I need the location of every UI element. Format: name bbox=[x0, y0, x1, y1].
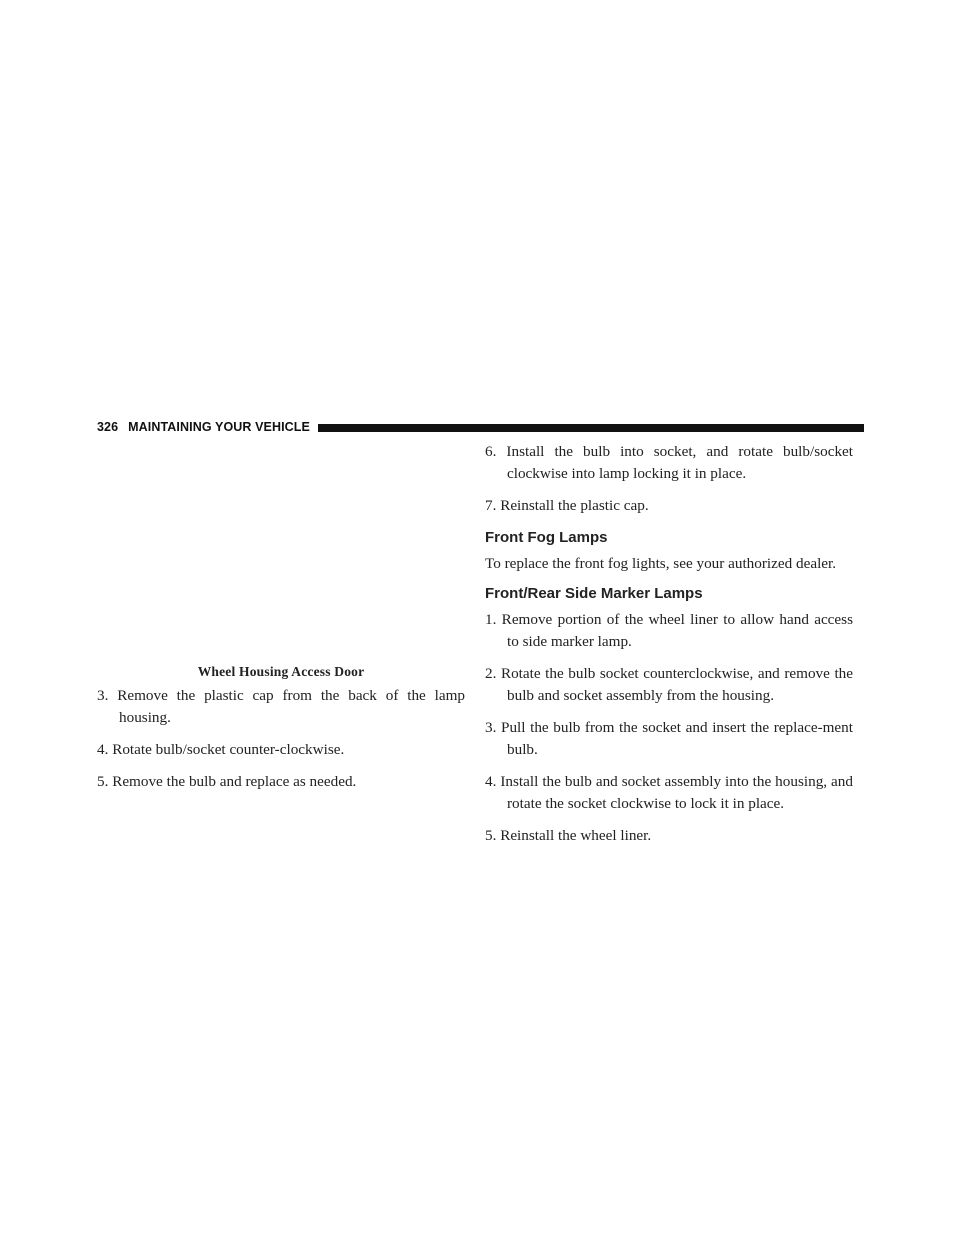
step-item: 1. Remove portion of the wheel liner to allow hand access to side marker lamp. bbox=[485, 611, 853, 650]
step-item: 2. Rotate the bulb socket counterclockwise, and remove the bulb and socket assembly from the housing. bbox=[485, 665, 853, 704]
figure-image-area bbox=[97, 440, 465, 664]
page-number: 326 bbox=[97, 420, 119, 434]
step-item: 6. Install the bulb into socket, and rotate bulb/socket clockwise into lamp locking it in place. bbox=[485, 443, 853, 482]
fog-lamps-paragraph: To replace the front fog lights, see your authorized dealer. bbox=[485, 555, 837, 572]
section-title: MAINTAINING YOUR VEHICLE bbox=[128, 420, 310, 434]
right-column bbox=[485, 441, 853, 847]
left-column bbox=[97, 440, 465, 793]
step-item: 4. Rotate bulb/socket counter-clockwise. bbox=[97, 741, 345, 758]
step-item: 3. Remove the plastic cap from the back of the lamp housing. bbox=[97, 687, 465, 726]
step-item: 4. Install the bulb and socket assembly into the housing, and rotate the socket clockwise to lock it in place. bbox=[485, 773, 853, 812]
section-heading-side-marker-lamps: Front/Rear Side Marker Lamps bbox=[485, 585, 703, 602]
header-rule bbox=[318, 424, 864, 432]
step-item: 3. Pull the bulb from the socket and insert the replace-ment bulb. bbox=[485, 719, 853, 758]
figure-caption: Wheel Housing Access Door bbox=[197, 664, 365, 679]
page-header bbox=[97, 419, 864, 435]
step-item: 7. Reinstall the plastic cap. bbox=[485, 497, 649, 514]
step-item: 5. Reinstall the wheel liner. bbox=[485, 827, 652, 844]
step-item: 5. Remove the bulb and replace as needed. bbox=[97, 773, 357, 790]
section-heading-fog-lamps: Front Fog Lamps bbox=[485, 529, 608, 546]
